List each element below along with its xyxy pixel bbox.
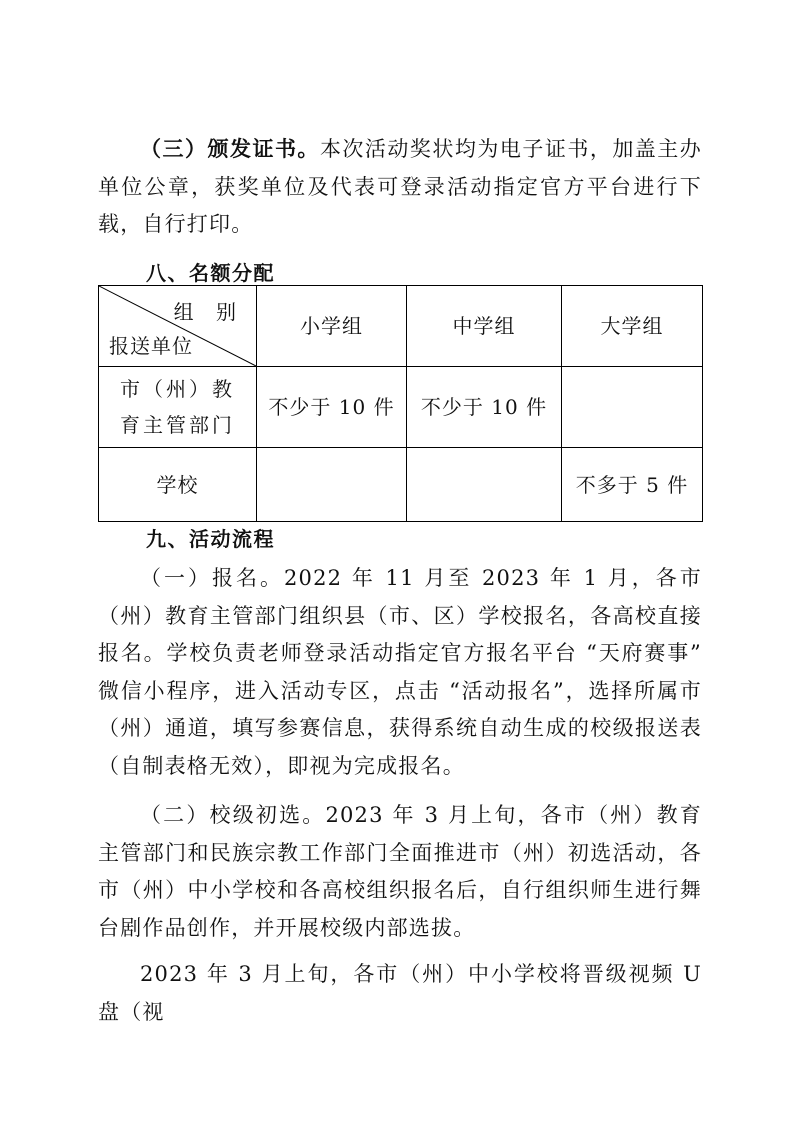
quota-table: [98, 285, 703, 522]
table-corner-cell: [99, 286, 257, 367]
row-header: 市（州）教育主管部门: [99, 367, 257, 448]
column-header: 大学组: [562, 286, 703, 367]
corner-label-group: 组 别: [173, 300, 244, 324]
row-header: 学校: [99, 448, 257, 522]
table-cell: 不少于 10 件: [407, 367, 562, 448]
paragraph-lead: （三）颁发证书。: [140, 136, 320, 161]
paragraph-certificates: [98, 130, 702, 244]
table-cell: [562, 367, 703, 448]
paragraph-submission: 2023 年 3 月上旬，各市（州）中小学校将晋级视频 U 盘（视: [98, 962, 702, 1024]
table-cell: 不少于 10 件: [257, 367, 407, 448]
table-cell: [257, 448, 407, 522]
table-row: [99, 448, 703, 522]
paragraph-text: 本次活动奖状均为电子证书，加盖主办单位公章，获奖单位及代表可登录活动指定官方平台进行下载，自行打印。: [98, 137, 702, 236]
corner-label-unit: 报送单位: [109, 334, 193, 358]
paragraph-school-selection: （二）校级初选。2023 年 3 月上旬，各市（州）教育主管部门和民族宗教工作部门全面推进市（州）初选活动，各市（州）中小学校和各高校组织报名后，自行组织师生进行舞台剧作品创作，并开展校级内部选拔。: [98, 803, 702, 940]
table-cell: [407, 448, 562, 522]
table-cell: 不多于 5 件: [562, 448, 703, 522]
table-header-row: [99, 286, 703, 367]
table-row: [99, 367, 703, 448]
paragraph-registration: （一）报名。2022 年 11 月至 2023 年 1 月，各市（州）教育主管部门组织县（市、区）学校报名，各高校直接报名。学校负责老师登录活动指定官方报名平台 “天府赛事” 微信小程序，进入活动专区，点击 “活动报名”，选择所属市（州）通道，填写参赛信息，获得系统自动生成的校级报送表（自制表格无效），即视为完成报名。: [98, 566, 702, 778]
column-header: 小学组: [257, 286, 407, 367]
section-heading-quota: 八、名额分配: [146, 261, 275, 285]
section-heading-process: 九、活动流程: [146, 527, 275, 551]
column-header: 中学组: [407, 286, 562, 367]
